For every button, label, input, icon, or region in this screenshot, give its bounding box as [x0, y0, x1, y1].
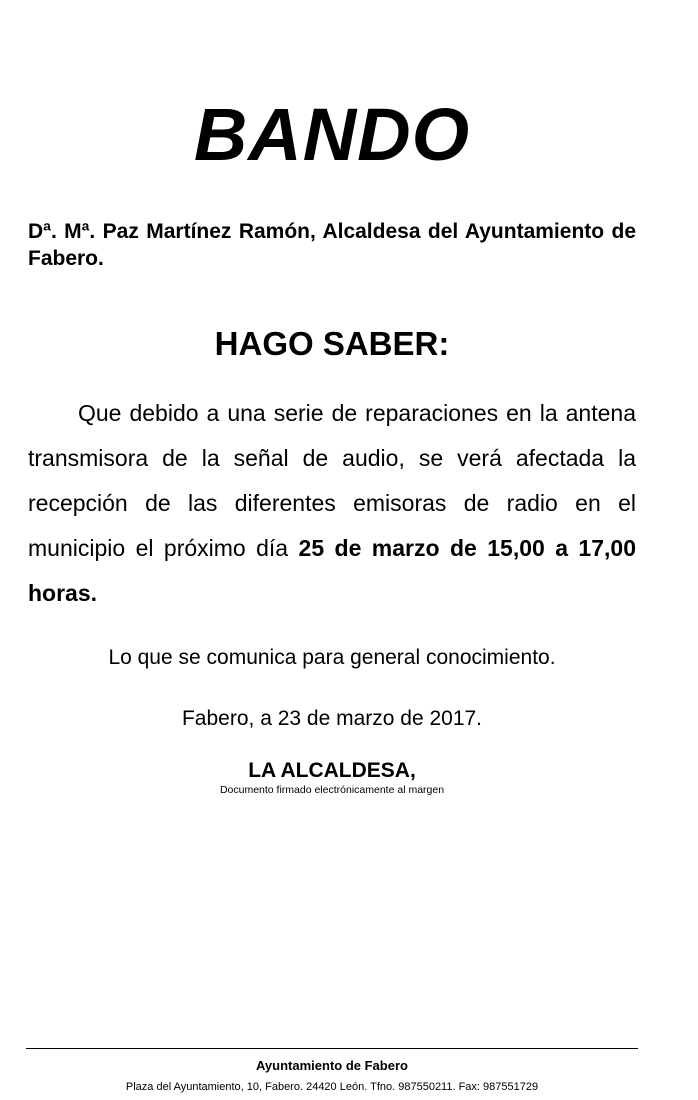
footer-address: Plaza del Ayuntamiento, 10, Fabero. 24420 León. Tfno. 987550211. Fax: 987551729 — [125, 1081, 539, 1093]
document-title: BANDO — [193, 93, 471, 176]
notice-date-time: 25 de marzo de 15,00 a 17,00 horas. — [28, 535, 636, 606]
footer-divider — [26, 1048, 638, 1049]
closing-formula: Lo que se comunica para general conocimiento. — [108, 646, 556, 669]
notice-body-text: Que debido a una serie de reparaciones en la antena transmisora de la señal de audio, se verá afectada la recepción de las diferentes emisoras de radio en el municipio el próximo día — [28, 400, 636, 561]
proclamation-heading: HAGO SABER: — [214, 325, 450, 362]
date-line: Fabero, a 23 de marzo de 2017. — [181, 707, 483, 730]
signature-note: Documento firmado electrónicamente al margen — [219, 784, 445, 796]
notice-body — [28, 391, 636, 616]
signature-title: LA ALCALDESA, — [248, 759, 416, 782]
issuing-authority: Dª. Mª. Paz Martínez Ramón, Alcaldesa del Ayuntamiento de Fabero. — [28, 220, 636, 270]
footer-organization: Ayuntamiento de Fabero — [256, 1058, 408, 1073]
